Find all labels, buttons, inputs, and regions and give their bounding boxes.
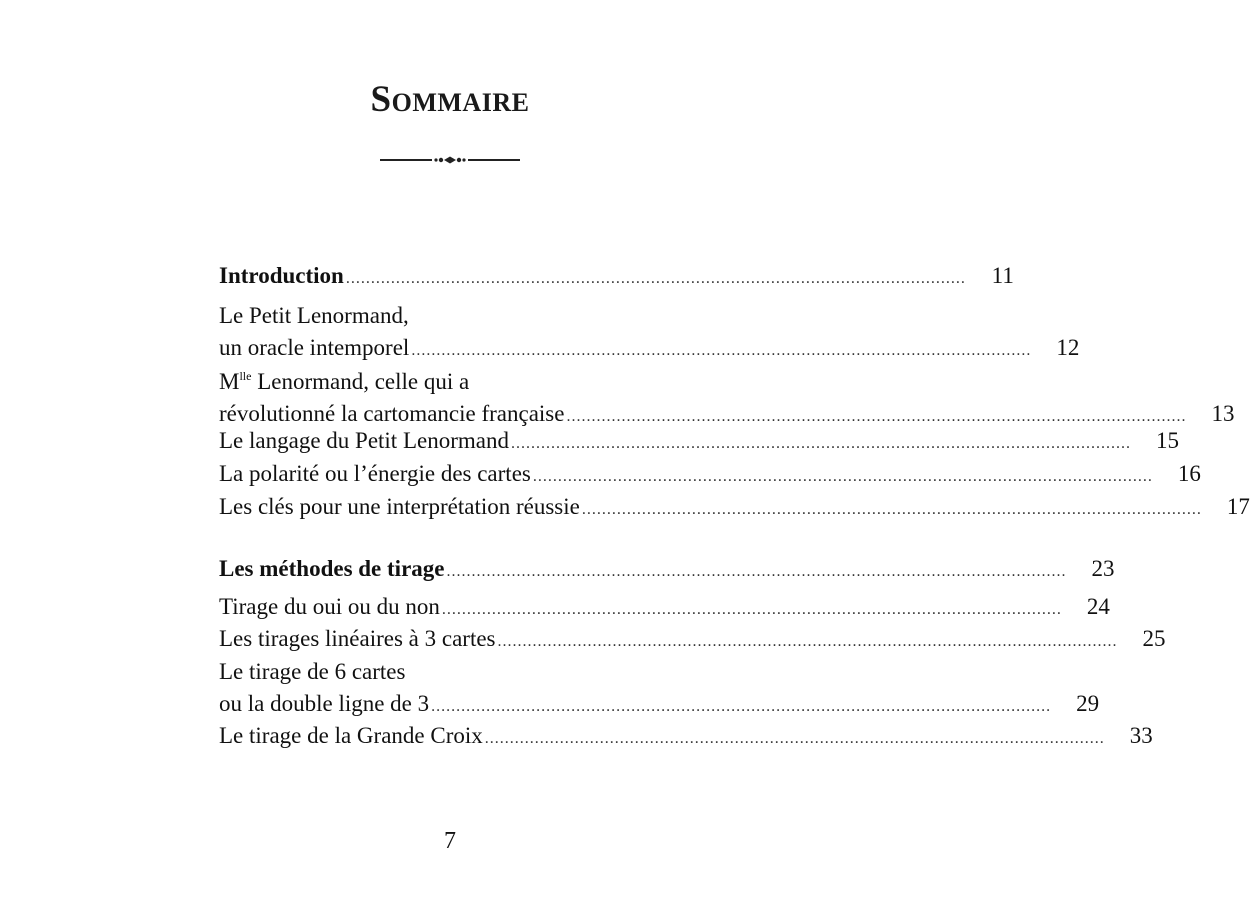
toc-entry-text: La polarité ou l’énergie des cartes bbox=[219, 461, 531, 486]
page-title: Sommaire bbox=[370, 79, 530, 120]
toc-entry[interactable] bbox=[219, 425, 1179, 460]
toc-entry-first-line: Le tirage de 6 cartes bbox=[219, 659, 406, 684]
toc-page-number: 13 bbox=[1211, 401, 1235, 426]
leader-dots: ............................................................................................................................ bbox=[431, 698, 1052, 715]
toc-entry-text: Les clés pour une interprétation réussie bbox=[219, 494, 580, 519]
toc-page-number: 12 bbox=[1056, 335, 1080, 360]
page-number: 7 bbox=[444, 828, 456, 854]
toc-entry[interactable] bbox=[219, 623, 1166, 658]
toc-page-number: 11 bbox=[991, 263, 1014, 288]
toc-entry-text: ou la double ligne de 3 bbox=[219, 691, 430, 716]
toc-page-number: 25 bbox=[1142, 626, 1166, 651]
toc-entry[interactable] bbox=[219, 491, 1250, 526]
toc-page-number: 33 bbox=[1129, 723, 1153, 748]
toc-section-methodes[interactable] bbox=[219, 553, 1115, 588]
toc-entry-text: Le tirage de la Grande Croix bbox=[219, 723, 483, 748]
leader-dots: ............................................................................................................................ bbox=[446, 563, 1067, 580]
leader-dots: ............................................................................................................................ bbox=[566, 408, 1187, 425]
toc-entry[interactable] bbox=[219, 591, 1110, 626]
toc-entry[interactable] bbox=[219, 458, 1201, 493]
toc-page-number: 15 bbox=[1155, 428, 1179, 453]
toc-entry-text: Le langage du Petit Lenormand bbox=[219, 428, 509, 453]
leader-dots: ............................................................................................................................ bbox=[581, 501, 1202, 518]
toc-entry-text: révolutionné la cartomancie française bbox=[219, 401, 565, 426]
leader-dots: ............................................................................................................................ bbox=[510, 435, 1131, 452]
toc-section-introduction[interactable] bbox=[219, 260, 1014, 295]
toc-heading-text: Introduction bbox=[219, 263, 344, 288]
toc-entry-first-line: $M^{lle}$ Lenormand, celle qui a bbox=[219, 369, 470, 394]
toc-entry-text: un oracle intemporel bbox=[219, 335, 410, 360]
toc-page-number: 16 bbox=[1177, 461, 1201, 486]
toc-entry-text: Les tirages linéaires à 3 cartes bbox=[219, 626, 496, 651]
toc-entry-text: Tirage du oui ou du non bbox=[219, 594, 440, 619]
toc-heading-text: Les méthodes de tirage bbox=[219, 556, 445, 581]
toc-entry[interactable] bbox=[219, 300, 1080, 367]
leader-dots: ............................................................................................................................ bbox=[411, 342, 1032, 359]
toc-page-number: 24 bbox=[1086, 594, 1110, 619]
leader-dots: ............................................................................................................................ bbox=[484, 730, 1105, 747]
leader-dots: ............................................................................................................................ bbox=[345, 270, 966, 287]
ornament-divider bbox=[380, 150, 520, 170]
toc-entry[interactable] bbox=[219, 366, 1235, 433]
leader-dots: ............................................................................................................................ bbox=[441, 601, 1062, 618]
toc-page-number: 23 bbox=[1091, 556, 1115, 581]
leader-dots: ............................................................................................................................ bbox=[532, 468, 1153, 485]
toc-entry-first-line: Le Petit Lenormand, bbox=[219, 303, 409, 328]
toc-entry[interactable] bbox=[219, 720, 1153, 755]
toc-page-number: 17 bbox=[1226, 494, 1250, 519]
toc-page-number: 29 bbox=[1076, 691, 1100, 716]
leader-dots: ............................................................................................................................ bbox=[497, 633, 1118, 650]
toc-entry[interactable] bbox=[219, 656, 1100, 723]
